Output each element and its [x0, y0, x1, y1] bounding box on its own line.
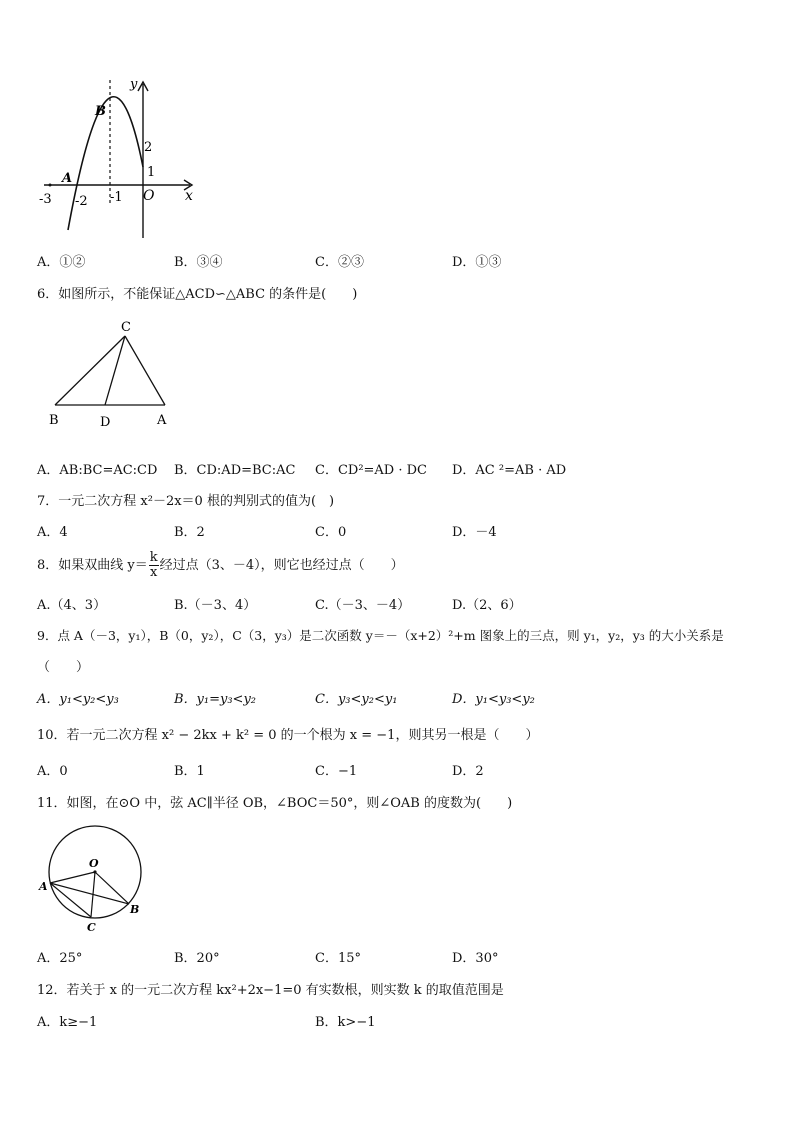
q11-option-b[interactable]: B．20° — [174, 951, 220, 966]
parabola-figure — [30, 70, 210, 245]
q8-suffix: 经过点（3、－4），则它也经过点（ ） — [159, 558, 404, 573]
point-A-label: A — [39, 880, 48, 893]
y-axis-label: y — [130, 77, 138, 92]
q8-option-d[interactable]: D.（2、6） — [452, 598, 522, 613]
point-B-label: B — [95, 104, 106, 119]
q8-fraction — [149, 551, 159, 580]
point-B-label: B — [130, 903, 140, 916]
q10-option-c[interactable]: C．−1 — [315, 764, 358, 779]
q8-frac-num: k — [149, 550, 158, 565]
q9-option-b[interactable]: B．y₁=y₃<y₂ — [174, 692, 257, 707]
q8-option-b[interactable]: B.（－3、4） — [174, 598, 257, 613]
q11-option-c[interactable]: C．15° — [315, 951, 361, 966]
q5-option-d[interactable]: D．①③ — [452, 255, 502, 270]
circle-figure — [35, 822, 150, 937]
segment-AO — [50, 872, 95, 883]
x-axis-label: x — [185, 188, 193, 204]
q9-text-line2: （ ） — [37, 660, 90, 675]
q7-option-a[interactable]: A．4 — [37, 525, 68, 540]
q12-text: 12．若关于 x 的一元二次方程 kx²+2x−1=0 有实数根，则实数 k 的取值范围是 — [37, 983, 504, 998]
q8-frac-den: x — [150, 565, 158, 580]
q12-option-b[interactable]: B．k>−1 — [315, 1015, 376, 1030]
q10-option-b[interactable]: B．1 — [174, 764, 205, 779]
q8-option-c[interactable]: C.（－3、－4） — [315, 598, 411, 613]
point-minus3 — [49, 184, 52, 187]
q9-option-d[interactable]: D．y₁<y₃<y₂ — [452, 692, 535, 707]
q6-option-d[interactable]: D．AC ²=AB · AD — [452, 463, 567, 478]
q8-text — [37, 551, 404, 580]
q5-option-a[interactable]: A．①② — [37, 255, 86, 270]
q11-option-a[interactable]: A．25° — [37, 951, 83, 966]
tick-minus3: -3 — [39, 192, 52, 207]
q12-option-a[interactable]: A．k≥−1 — [37, 1015, 98, 1030]
q8-prefix: 8．如果双曲线 y＝ — [37, 558, 148, 573]
q6-option-b[interactable]: B．CD:AD=BC:AC — [174, 463, 296, 478]
origin-label: O — [143, 188, 155, 204]
point-D-label: D — [100, 415, 111, 430]
q9-option-a[interactable]: A．y₁<y₂<y₃ — [37, 692, 119, 707]
q6-option-c[interactable]: C．CD²=AD · DC — [315, 463, 427, 478]
tick-minus2: -2 — [75, 194, 88, 209]
point-A-label: A — [62, 171, 73, 186]
triangle-figure — [45, 316, 180, 431]
vertex-B-label: B — [49, 413, 59, 428]
q7-option-b[interactable]: B．2 — [174, 525, 205, 540]
q11-text: 11．如图，在⊙O 中，弦 AC∥半径 OB，∠BOC＝50°，则∠OAB 的度数为( ) — [37, 796, 513, 811]
q5-option-c[interactable]: C．②③ — [315, 255, 364, 270]
q10-option-a[interactable]: A．0 — [37, 764, 68, 779]
q10-option-d[interactable]: D．2 — [452, 764, 484, 779]
tick-2: 2 — [144, 140, 153, 155]
q9-text-line1: 9．点 A（－3，y₁），B（0，y₂），C（3，y₃）是二次函数 y＝－（x+2）²+m 图象上的三点，则 y₁，y₂，y₃ 的大小关系是 — [37, 628, 724, 643]
vertex-A-label: A — [157, 413, 167, 428]
side-CA — [125, 336, 165, 405]
center-O-label: O — [89, 857, 99, 870]
q7-option-c[interactable]: C．0 — [315, 525, 347, 540]
q11-option-d[interactable]: D．30° — [452, 951, 499, 966]
q7-text: 7．一元二次方程 x²－2x＝0 根的判别式的值为( ) — [37, 494, 335, 509]
q6-option-a[interactable]: A．AB:BC=AC:CD — [37, 463, 158, 478]
tick-minus1: -1 — [110, 190, 123, 205]
q9-option-c[interactable]: C．y₃<y₂<y₁ — [315, 692, 398, 707]
vertex-C-label: C — [121, 320, 131, 335]
q7-option-d[interactable]: D．－4 — [452, 525, 497, 540]
q10-text: 10．若一元二次方程 x² − 2kx + k² = 0 的一个根为 x = −1，则其另一根是（ ） — [37, 728, 539, 743]
q5-option-b[interactable]: B．③④ — [174, 255, 223, 270]
point-C-label: C — [87, 921, 96, 934]
q6-text: 6．如图所示，不能保证△ACD∽△ABC 的条件是( ) — [37, 287, 358, 302]
tick-1: 1 — [147, 165, 156, 180]
q8-option-a[interactable]: A.（4、3） — [37, 598, 107, 613]
